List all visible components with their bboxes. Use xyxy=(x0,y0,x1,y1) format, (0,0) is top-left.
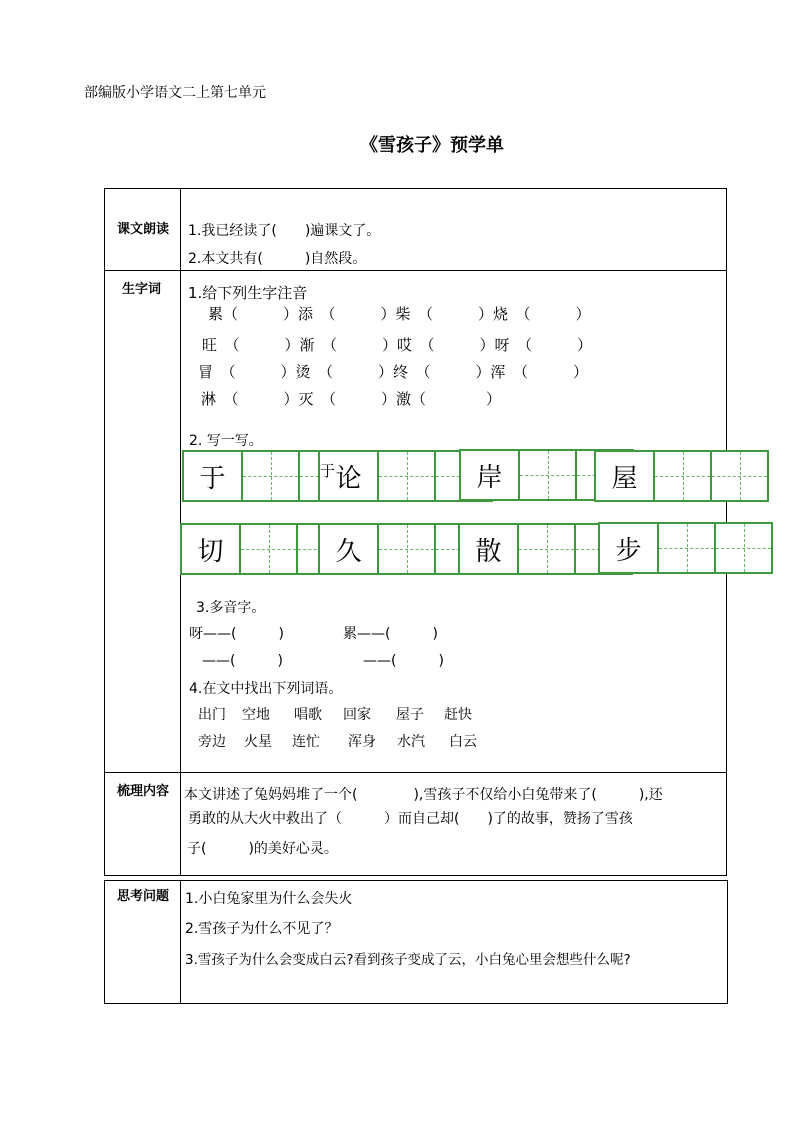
practice-cell[interactable] xyxy=(710,452,767,500)
word-item: 赶快 xyxy=(444,707,472,723)
polyphonic-row2-right: ——( ) xyxy=(363,653,444,669)
section-label-summary: 梳理内容 xyxy=(117,784,170,799)
section-label-reading: 课文朗读 xyxy=(117,222,170,237)
document-header: 部编版小学语文二上第七单元 xyxy=(84,85,266,101)
summary-line-3: 子( )的美好心灵。 xyxy=(187,841,338,857)
practice-cell[interactable] xyxy=(657,524,714,572)
practice-cell[interactable] xyxy=(377,525,434,573)
practice-cell[interactable] xyxy=(241,452,298,500)
writing-char: 久 xyxy=(335,536,362,567)
word-item: 回家 xyxy=(343,707,371,723)
vocab-q2-title: 2. 写一写。 xyxy=(189,433,263,449)
practice-cell[interactable] xyxy=(653,452,710,500)
writing-char: 散 xyxy=(475,536,502,567)
writing-char: 步 xyxy=(615,535,642,566)
writing-char: 论 xyxy=(335,463,362,494)
polyphonic-row2-left: ——( ) xyxy=(202,653,283,669)
word-item: 出门 xyxy=(198,707,226,723)
word-item: 空地 xyxy=(242,707,270,723)
pinyin-row-4: 淋 （ ）灭 （ ）激（ ） xyxy=(201,390,502,408)
polyphonic-row1-left: 呀——( ) xyxy=(189,626,284,642)
word-item: 屋子 xyxy=(396,707,424,723)
writing-grid xyxy=(594,450,769,502)
word-item: 连忙 xyxy=(292,734,320,750)
practice-cell[interactable] xyxy=(517,525,574,573)
writing-char: 屋 xyxy=(611,463,638,494)
questions-label-divider xyxy=(180,880,181,1004)
vocab-q1-title: 1.给下列生字注音 xyxy=(188,284,308,302)
summary-line-2: 勇敢的从大火中救出了（ ）而自己却( )了的故事，赞扬了雪孩 xyxy=(188,811,633,827)
page-title: 《雪孩子》预学单 xyxy=(360,135,504,156)
reading-line-1: 1.我已经读了( )遍课文了。 xyxy=(188,223,381,239)
writing-char: 于 xyxy=(199,463,226,494)
word-item: 火星 xyxy=(244,734,272,750)
polyphonic-row1-right: 累——( ) xyxy=(343,626,438,642)
pinyin-row-1: 累（ ）添 （ ）柴 （ ）烧 （ ） xyxy=(208,305,591,323)
vocab-q3-title: 3.多音字。 xyxy=(196,600,266,616)
row-divider-1 xyxy=(104,270,727,271)
writing-char: 岸 xyxy=(476,462,503,493)
vocab-q4-title: 4.在文中找出下列词语。 xyxy=(189,681,343,697)
summary-line-1: 本文讲述了兔妈妈堆了一个( ),雪孩子不仅给小白兔带来了( ),还 xyxy=(184,787,663,803)
word-item: 水汽 xyxy=(397,734,425,750)
practice-cell[interactable] xyxy=(377,452,434,500)
practice-cell[interactable] xyxy=(518,451,575,499)
word-item: 浑身 xyxy=(348,734,376,750)
reading-line-2: 2.本文共有( )自然段。 xyxy=(188,251,367,267)
writing-extra-char: 于 xyxy=(320,462,336,480)
section-label-questions: 思考问题 xyxy=(117,889,170,904)
practice-cell[interactable] xyxy=(239,525,296,573)
pinyin-row-2: 旺 （ ）渐 （ ）哎 （ ）呀 （ ） xyxy=(202,336,593,354)
question-line-1: 1.小白兔家里为什么会失火 xyxy=(185,891,353,907)
writing-char: 切 xyxy=(197,536,224,567)
word-item: 唱歌 xyxy=(294,707,322,723)
section-label-vocab: 生字词 xyxy=(122,282,162,297)
word-item: 旁边 xyxy=(198,734,226,750)
word-item: 白云 xyxy=(449,734,477,750)
writing-grid xyxy=(598,522,773,574)
row-divider-2 xyxy=(104,772,727,773)
question-line-2: 2.雪孩子为什么不见了？ xyxy=(185,921,339,937)
practice-cell[interactable] xyxy=(714,524,771,572)
question-line-3: 3.雪孩子为什么会变成白云?看到孩子变成了云，小白兔心里会想些什么呢? xyxy=(185,952,631,968)
pinyin-row-3: 冒 （ ）烫 （ ）终 （ ）浑 （ ） xyxy=(198,363,589,381)
